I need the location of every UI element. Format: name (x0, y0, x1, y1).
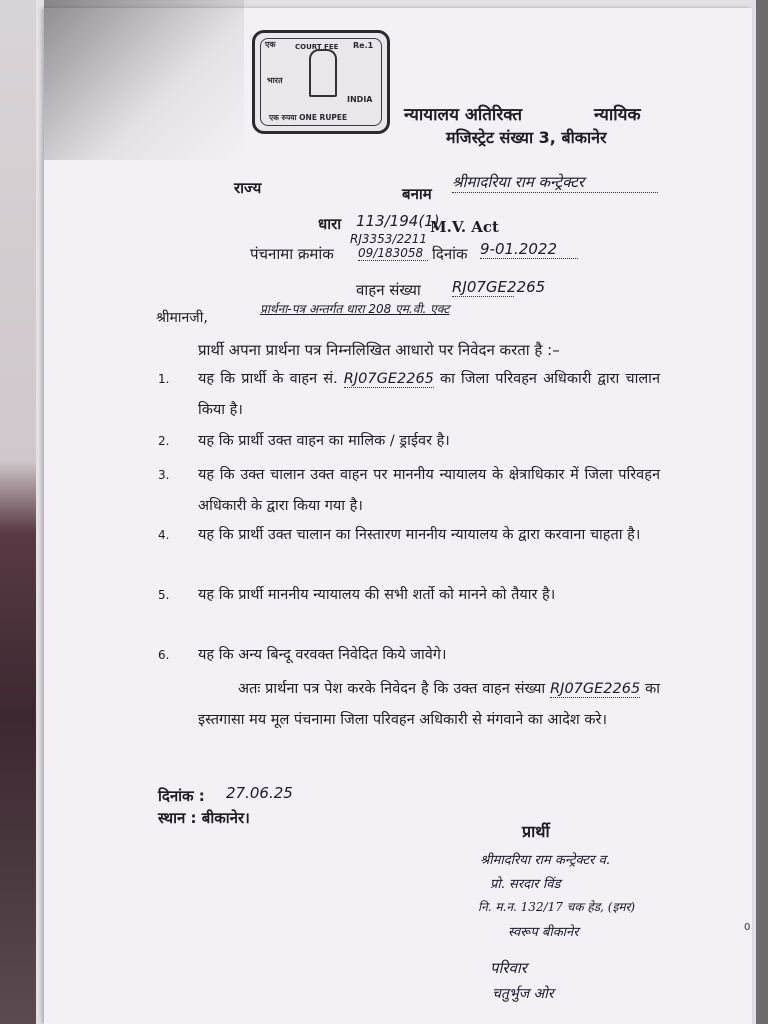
point-3-number: 3. (158, 468, 170, 482)
court-line2: मजिस्ट्रेट संख्या 3, बीकानेर (446, 128, 607, 147)
subject-line: प्रार्थना-पत्र अन्तर्गत धारा 208 एम.वी. एक्ट (260, 302, 450, 316)
signature-line-4: स्वरूप बीकानेर (508, 925, 579, 940)
point-3-text: यह कि उक्त चालान उक्त वाहन पर माननीय न्यायालय के क्षेत्राधिकार में जिला परिवहन अधिकारी के द्वारा किया गया है। (198, 467, 660, 514)
ashoka-emblem-icon (309, 49, 337, 97)
point-6-text: यह कि अन्य बिन्दू वरवक्त निवेदित किये जावेगे। (198, 647, 447, 663)
point-6-number: 6. (158, 648, 170, 662)
state-label: राज्य (234, 179, 262, 197)
date-label: दिनांक (432, 245, 468, 263)
point-1-pre: यह कि प्रार्थी के वाहन सं. (198, 371, 338, 387)
stamp-bottom: एक रुपया ONE RUPEE (269, 113, 348, 122)
vehicle-number: RJ07GE2265 (452, 278, 546, 296)
corner-shadow (44, 0, 244, 160)
signature-line-2: प्रो. सरदार विंड (490, 877, 561, 892)
point-1-number: 1. (158, 372, 170, 386)
point-1-text (198, 364, 660, 426)
closing-post: का इस्तगासा मय मूल पंचनामा जिला परिवहन अधिकारी से मंगवाने का आदेश करे। (198, 681, 661, 728)
signature-line-1: श्रीमादरिया राम कन्ट्रेक्टर व. (480, 853, 610, 868)
closing-paragraph (198, 674, 660, 736)
footer-place: स्थान : बीकानेर। (158, 809, 250, 827)
point-5-number: 5. (158, 588, 170, 602)
panchnama-date: 9-01.2022 (480, 240, 578, 259)
intro-text: प्रार्थी अपना प्रार्थना पत्र निम्नलिखित आधारो पर निवेदन करता है :– (198, 341, 560, 359)
point-4-number: 4. (158, 528, 170, 542)
background-fabric (0, 0, 40, 1024)
applicant-label: प्रार्थी (522, 822, 550, 841)
court-fee-stamp (252, 30, 390, 134)
footer-date-label: दिनांक : (158, 787, 205, 805)
versus-label: बनाम (402, 185, 432, 203)
signature-name: चतुर्भुज ओर (492, 986, 554, 1002)
section-number: 113/194(1) (356, 212, 440, 230)
panchnama-label: पंचनामा क्रमांक (250, 245, 334, 263)
court-line1-a: न्यायालय अतिरिक्त (404, 105, 523, 125)
footer-date: 27.06.25 (226, 784, 293, 802)
stamp-left: भारत (267, 76, 283, 85)
section-label: धारा (318, 215, 342, 233)
section-act: M.V. Act (430, 218, 499, 236)
stamp-top-center: COURT FEE (295, 43, 339, 51)
edge-mark: 0 (744, 922, 751, 933)
point-4-text: यह कि प्रार्थी उक्त चालान का निस्तारण माननीय न्यायालय के द्वारा करवाना चाहता है। (198, 527, 641, 543)
point-2-number: 2. (158, 434, 170, 448)
panchnama-hand-top: RJ3353/2211 (350, 232, 427, 246)
point-1-vehicle: RJ07GE2265 (343, 371, 434, 387)
point-5-text: यह कि प्रार्थी माननीय न्यायालय की सभी शर्तो को मानने को तैयार है। (198, 587, 556, 603)
stamp-top-right: Re.1 (353, 41, 374, 50)
salutation: श्रीमानजी, (156, 310, 208, 326)
stamp-top-left: एक (265, 40, 276, 49)
panchnama-number: 09/183058 (358, 246, 428, 261)
stamp-right: INDIA (347, 95, 373, 104)
signature-scribble: परिवार (490, 959, 527, 977)
closing-vehicle: RJ07GE2265 (550, 681, 641, 697)
vehicle-label: वाहन संख्या (356, 281, 421, 299)
court-line1-b: न्यायिक (594, 105, 641, 125)
point-1-post: का जिला परिवहन अधिकारी द्वारा चालान किया है। (198, 371, 660, 418)
closing-pre: अतः प्रार्थना पत्र पेश करके निवेदन है कि उक्त वाहन संख्या (238, 681, 546, 697)
point-2-text: यह कि प्रार्थी उक्त वाहन का मालिक / ड्राईवर है। (198, 433, 450, 449)
signature-line-3: नि. म.न. 132/17 चक हेड, (इमर) (478, 900, 636, 914)
versus-party: श्रीमादरिया राम कन्ट्रेक्टर (452, 172, 658, 193)
